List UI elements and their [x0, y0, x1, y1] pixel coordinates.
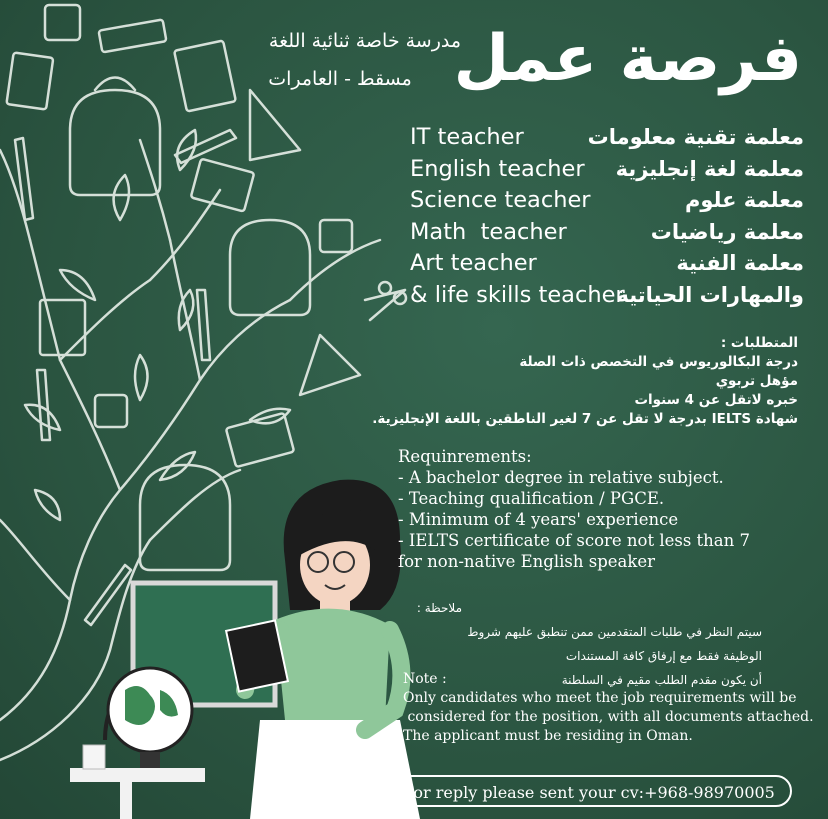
contact-reply-banner: For reply please sent your cv:+968-98970005	[386, 775, 792, 807]
role-item: معلمة لغة إنجليزية	[615, 156, 804, 181]
roles-list-ar	[588, 122, 804, 311]
desk	[70, 768, 205, 782]
requirements-en	[398, 446, 750, 572]
requirement-item: خبره لاتقل عن 4 سنوات	[634, 392, 798, 408]
requirement-item: درجة البكالوريوس في التخصص ذات الصلة	[519, 354, 798, 370]
role-item: & life skills teacher	[410, 281, 625, 308]
note-item: Only candidates who meet the job requirements will be	[403, 690, 797, 706]
requirements-ar	[338, 334, 798, 429]
pencil-icon	[37, 370, 50, 440]
ruler-triangle-icon	[250, 90, 300, 160]
pencil-icon	[197, 290, 210, 360]
requirement-item: for non-native English speaker	[398, 552, 656, 571]
role-item: معلمة رياضيات	[650, 219, 804, 244]
leaf-icon	[25, 405, 60, 430]
requirement-item: - IELTS certificate of score not less than 7	[398, 531, 751, 550]
requirement-item: - A bachelor degree in relative subject.	[398, 468, 724, 487]
role-item: معلمة تقنية معلومات	[587, 125, 804, 149]
book-icon	[6, 52, 53, 109]
note-en	[403, 670, 814, 746]
role-item: IT teacher	[410, 124, 524, 150]
pencil-cup-icon	[83, 745, 105, 769]
requirements-heading: Requinrements:	[398, 447, 532, 466]
note-item: الوظيفة فقط مع إرفاق كافة المستندات	[565, 649, 762, 663]
note-heading: Note :	[403, 671, 447, 687]
note-item: considered for the position, with all documents attached.	[403, 709, 814, 725]
globe-icon	[105, 668, 192, 770]
page-title: فرصة عمل	[453, 22, 802, 96]
calculator-icon	[45, 5, 80, 40]
role-item: والمهارات الحياتية	[616, 282, 804, 307]
requirement-item: - Minimum of 4 years' experience	[398, 510, 679, 529]
role-item: معلمة الفنية	[676, 251, 804, 275]
role-item: English teacher	[410, 155, 585, 182]
school-name: مدرسة خاصة ثنائية اللغة	[268, 30, 462, 52]
school-location: مسقط - العامرات	[268, 68, 412, 90]
leaf-icon	[60, 270, 95, 300]
note-item: أن يكون مقدم الطلب مقيم في السلطنة	[561, 673, 762, 687]
requirements-heading: المتطلبات :	[720, 335, 798, 351]
role-item: Math teacher	[410, 218, 567, 245]
leaf-icon	[35, 490, 60, 520]
requirement-item: - Teaching qualification / PGCE.	[398, 489, 665, 508]
role-item: معلمة علوم	[684, 188, 804, 212]
book-icon	[99, 19, 167, 52]
note-item: سيتم النظر في طلبات المتقدمين ممن تنطبق عليهم شروط	[467, 625, 762, 639]
backpack-icon	[230, 220, 310, 315]
calculator-icon	[95, 395, 127, 427]
note-heading: ملاحظة :	[416, 601, 462, 615]
leaf-icon	[114, 175, 129, 220]
calculator-icon	[320, 220, 352, 252]
pencil-icon	[15, 138, 33, 220]
backpack-icon	[70, 78, 160, 196]
role-item: Science teacher	[410, 187, 591, 213]
book-icon	[226, 413, 294, 467]
pencil-icon	[175, 130, 236, 163]
role-item: Art teacher	[410, 250, 537, 276]
book-icon	[191, 159, 254, 212]
leaf-icon	[135, 355, 148, 400]
requirement-item: مؤهل تربوي	[715, 373, 798, 389]
book-icon	[174, 40, 236, 111]
note-item: The applicant must be residing in Oman.	[403, 728, 693, 744]
requirement-item: شهادة IELTS بدرجة لا تقل عن 7 لغير الناطقين باللغة الإنجليزية.	[372, 411, 798, 427]
